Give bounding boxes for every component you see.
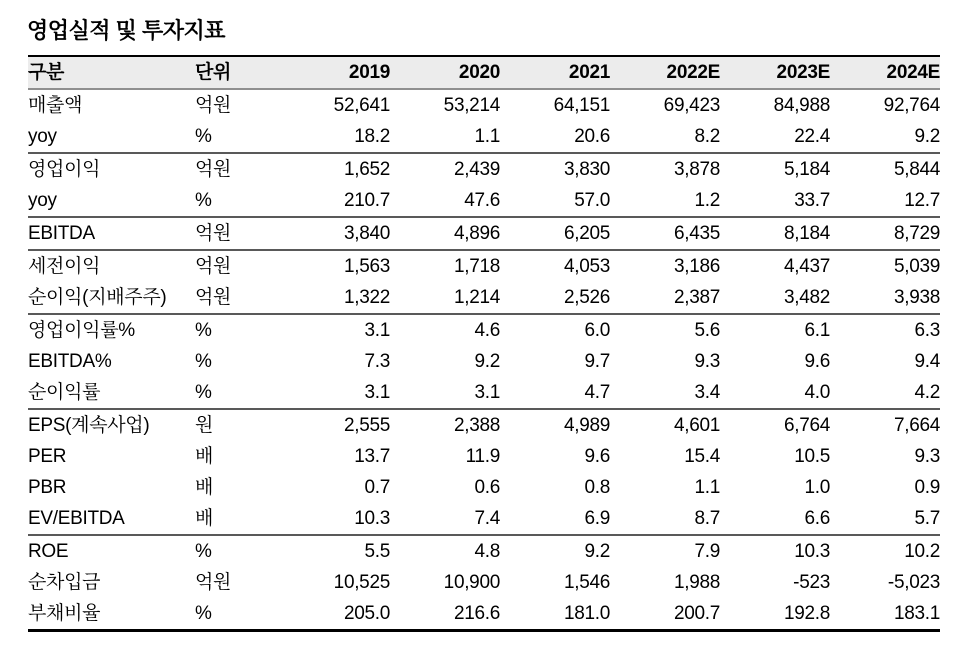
row-value: 13.7 xyxy=(354,446,390,467)
table-row xyxy=(28,567,940,598)
row-value: 11.9 xyxy=(465,446,500,467)
row-label: yoy xyxy=(28,126,57,147)
row-value: 1,988 xyxy=(673,572,720,593)
table-row xyxy=(28,441,940,472)
row-label: 순이익(지배주주) xyxy=(28,287,167,308)
row-value: 47.6 xyxy=(464,190,500,211)
row-value: 0.9 xyxy=(914,477,940,498)
table-row xyxy=(28,346,940,377)
row-value: 3,878 xyxy=(673,159,720,180)
row-value: 4.2 xyxy=(914,382,940,403)
table-row xyxy=(28,409,940,441)
row-value: 6.3 xyxy=(914,320,940,341)
table-row xyxy=(28,314,940,346)
table-row xyxy=(28,217,940,250)
row-value: 6.1 xyxy=(804,320,830,341)
row-value: 3.1 xyxy=(364,320,390,341)
row-label: 영업이익 xyxy=(28,159,101,180)
row-value: 7.9 xyxy=(694,541,720,562)
row-value: 9.6 xyxy=(584,446,610,467)
row-value: 2,387 xyxy=(673,287,720,308)
table-row xyxy=(28,472,940,503)
row-value: 10,525 xyxy=(333,572,390,593)
row-value: 4.0 xyxy=(804,382,830,403)
row-value: 9.2 xyxy=(914,126,940,147)
row-value: 1,322 xyxy=(343,287,390,308)
row-value: 9.3 xyxy=(914,446,940,467)
row-value: 0.6 xyxy=(474,477,500,498)
row-unit: % xyxy=(195,320,212,341)
row-unit: 억원 xyxy=(195,223,232,244)
row-value: 69,423 xyxy=(663,95,720,116)
row-value: 5,184 xyxy=(783,159,830,180)
row-label: 매출액 xyxy=(28,95,83,116)
page-title: 영업실적 및 투자지표 xyxy=(27,18,225,43)
row-value: 5,039 xyxy=(893,256,940,277)
row-value: 12.7 xyxy=(904,190,940,211)
row-value: 7.3 xyxy=(364,351,390,372)
row-unit: % xyxy=(195,382,212,403)
row-unit: 억원 xyxy=(195,572,232,593)
row-unit: 억원 xyxy=(195,256,232,277)
row-value: -523 xyxy=(793,572,830,593)
row-value: 10.2 xyxy=(904,541,940,562)
row-value: 20.6 xyxy=(574,126,610,147)
row-value: 6,205 xyxy=(563,223,610,244)
row-value: 1,546 xyxy=(563,572,610,593)
row-value: 15.4 xyxy=(684,446,720,467)
column-header: 2024E xyxy=(886,62,940,83)
row-label: EPS(계속사업) xyxy=(28,415,150,436)
row-value: 6.6 xyxy=(804,508,830,529)
row-value: 5.6 xyxy=(694,320,720,341)
row-value: 1.1 xyxy=(474,126,500,147)
column-header: 2022E xyxy=(666,62,720,83)
row-value: 33.7 xyxy=(794,190,830,211)
table-row xyxy=(28,250,940,282)
row-value: 0.7 xyxy=(364,477,390,498)
row-value: 8,184 xyxy=(783,223,830,244)
row-value: 3,840 xyxy=(343,223,390,244)
row-value: 192.8 xyxy=(783,603,830,624)
row-value: 3.1 xyxy=(474,382,500,403)
row-value: 3.1 xyxy=(364,382,390,403)
financial-metrics-table xyxy=(28,55,940,632)
row-value: 1.0 xyxy=(804,477,830,498)
table-row xyxy=(28,377,940,409)
column-header: 2021 xyxy=(568,62,610,83)
row-value: 7.4 xyxy=(474,508,500,529)
row-value: 4.6 xyxy=(474,320,500,341)
row-value: 6.0 xyxy=(584,320,610,341)
row-value: 3,482 xyxy=(783,287,830,308)
column-header: 2019 xyxy=(348,62,390,83)
row-value: 5,844 xyxy=(893,159,940,180)
row-label: yoy xyxy=(28,190,57,211)
row-value: 181.0 xyxy=(563,603,610,624)
table-row xyxy=(28,185,940,217)
row-value: 3,186 xyxy=(673,256,720,277)
row-value: 9.3 xyxy=(694,351,720,372)
row-unit: 배 xyxy=(195,477,214,498)
row-label: PER xyxy=(28,446,67,467)
row-value: 84,988 xyxy=(773,95,830,116)
row-value: 1,652 xyxy=(343,159,390,180)
row-value: 1,214 xyxy=(453,287,500,308)
row-unit: 억원 xyxy=(195,159,232,180)
row-label: EBITDA xyxy=(28,223,95,244)
row-value: 210.7 xyxy=(343,190,390,211)
row-value: 7,664 xyxy=(893,415,940,436)
row-value: 53,214 xyxy=(443,95,500,116)
row-value: 57.0 xyxy=(574,190,610,211)
row-value: 2,526 xyxy=(563,287,610,308)
row-label: 영업이익률% xyxy=(28,320,135,341)
row-label: 부채비율 xyxy=(28,603,101,624)
row-unit: 배 xyxy=(195,446,214,467)
row-value: 216.6 xyxy=(453,603,500,624)
row-value: 183.1 xyxy=(893,603,940,624)
table-row xyxy=(28,503,940,535)
row-value: 4,989 xyxy=(563,415,610,436)
row-value: 8.7 xyxy=(694,508,720,529)
row-value: 6.9 xyxy=(584,508,610,529)
row-value: 4.8 xyxy=(474,541,500,562)
row-value: 0.8 xyxy=(584,477,610,498)
row-value: 22.4 xyxy=(794,126,830,147)
row-value: 4,053 xyxy=(563,256,610,277)
row-label: 순차입금 xyxy=(28,572,101,593)
table-row xyxy=(28,153,940,185)
row-value: 4,896 xyxy=(453,223,500,244)
row-label: 세전이익 xyxy=(28,256,101,277)
row-label: EV/EBITDA xyxy=(28,508,125,529)
table-row xyxy=(28,89,940,121)
column-header: 2020 xyxy=(458,62,500,83)
row-value: 10.5 xyxy=(794,446,830,467)
row-value: 200.7 xyxy=(673,603,720,624)
row-value: 6,764 xyxy=(783,415,830,436)
table-body xyxy=(28,89,940,631)
row-value: 1,563 xyxy=(343,256,390,277)
row-unit: % xyxy=(195,126,212,147)
row-value: 2,439 xyxy=(453,159,500,180)
table-row xyxy=(28,598,940,631)
table-row xyxy=(28,282,940,314)
table-header-row xyxy=(28,56,940,89)
row-value: 9.2 xyxy=(584,541,610,562)
row-value: 8.2 xyxy=(694,126,720,147)
row-value: 4.7 xyxy=(584,382,610,403)
table-header xyxy=(28,56,940,89)
row-value: 2,555 xyxy=(343,415,390,436)
table-row xyxy=(28,535,940,567)
row-value: 9.7 xyxy=(584,351,610,372)
row-value: 1.1 xyxy=(694,477,720,498)
row-value: 64,151 xyxy=(553,95,610,116)
row-value: 9.4 xyxy=(914,351,940,372)
row-unit: 원 xyxy=(195,415,214,436)
row-unit: % xyxy=(195,603,212,624)
row-value: 10,900 xyxy=(443,572,500,593)
row-value: 10.3 xyxy=(794,541,830,562)
row-unit: % xyxy=(195,190,212,211)
row-label: EBITDA% xyxy=(28,351,112,372)
row-label: PBR xyxy=(28,477,67,498)
row-value: 5.7 xyxy=(914,508,940,529)
row-value: 2,388 xyxy=(453,415,500,436)
row-value: 4,601 xyxy=(673,415,720,436)
row-value: 205.0 xyxy=(343,603,390,624)
row-value: 92,764 xyxy=(883,95,940,116)
column-header: 구분 xyxy=(28,62,65,83)
row-value: -5,023 xyxy=(887,572,940,593)
row-value: 1.2 xyxy=(694,190,720,211)
row-value: 1,718 xyxy=(453,256,500,277)
row-value: 3,938 xyxy=(893,287,940,308)
row-value: 9.2 xyxy=(474,351,500,372)
row-unit: 억원 xyxy=(195,287,232,308)
row-value: 4,437 xyxy=(783,256,830,277)
row-value: 52,641 xyxy=(333,95,390,116)
column-header: 2023E xyxy=(776,62,830,83)
row-value: 3.4 xyxy=(694,382,720,403)
row-unit: % xyxy=(195,541,212,562)
row-label: 순이익률 xyxy=(28,382,101,403)
row-unit: 억원 xyxy=(195,95,232,116)
row-value: 3,830 xyxy=(563,159,610,180)
row-value: 8,729 xyxy=(893,223,940,244)
row-unit: % xyxy=(195,351,212,372)
row-value: 5.5 xyxy=(364,541,390,562)
row-label: ROE xyxy=(28,541,69,562)
column-header: 단위 xyxy=(195,62,232,83)
row-unit: 배 xyxy=(195,508,214,529)
row-value: 18.2 xyxy=(354,126,390,147)
table-row xyxy=(28,121,940,153)
row-value: 6,435 xyxy=(673,223,720,244)
row-value: 9.6 xyxy=(804,351,830,372)
row-value: 10.3 xyxy=(354,508,390,529)
